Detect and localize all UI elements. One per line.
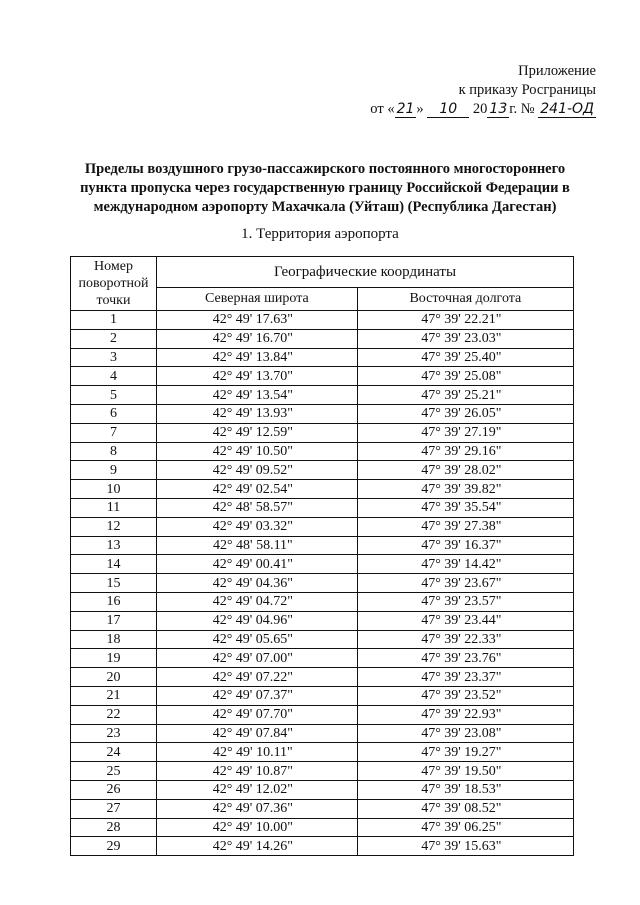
point-number-cell: 7 — [71, 423, 157, 442]
latitude-cell: 42° 49' 02.54" — [157, 480, 358, 499]
point-number-cell: 18 — [71, 630, 157, 649]
point-number-cell: 24 — [71, 743, 157, 762]
longitude-cell: 47° 39' 25.40" — [357, 348, 573, 367]
date-mid: » — [416, 101, 424, 117]
latitude-cell: 42° 49' 07.22" — [157, 668, 358, 687]
table-row — [71, 592, 574, 611]
point-number-cell: 1 — [71, 311, 157, 330]
point-number-cell: 23 — [71, 724, 157, 743]
latitude-cell: 42° 48' 58.11" — [157, 536, 358, 555]
point-number-cell: 10 — [71, 480, 157, 499]
table-row — [71, 799, 574, 818]
table-row — [71, 611, 574, 630]
latitude-cell: 42° 49' 12.59" — [157, 423, 358, 442]
longitude-cell: 47° 39' 23.03" — [357, 329, 573, 348]
point-number-cell: 11 — [71, 498, 157, 517]
table-row — [71, 367, 574, 386]
longitude-cell: 47° 39' 39.82" — [357, 480, 573, 499]
point-number-cell: 6 — [71, 404, 157, 423]
table-row — [71, 762, 574, 781]
latitude-cell: 42° 49' 10.11" — [157, 743, 358, 762]
longitude-cell: 47° 39' 06.25" — [357, 818, 573, 837]
table-row — [71, 442, 574, 461]
latitude-cell: 42° 49' 07.00" — [157, 649, 358, 668]
point-number-cell: 14 — [71, 555, 157, 574]
point-number-cell: 2 — [71, 329, 157, 348]
longitude-cell: 47° 39' 26.05" — [357, 404, 573, 423]
longitude-cell: 47° 39' 15.63" — [357, 837, 573, 856]
longitude-cell: 47° 39' 25.08" — [357, 367, 573, 386]
table-row — [71, 743, 574, 762]
latitude-cell: 42° 49' 04.96" — [157, 611, 358, 630]
point-number-cell: 21 — [71, 686, 157, 705]
point-number-cell: 29 — [71, 837, 157, 856]
latitude-cell: 42° 49' 13.84" — [157, 348, 358, 367]
latitude-cell: 42° 49' 17.63" — [157, 311, 358, 330]
longitude-cell: 47° 39' 23.57" — [357, 592, 573, 611]
point-number-cell: 28 — [71, 818, 157, 837]
table-body — [71, 311, 574, 856]
point-number-cell: 19 — [71, 649, 157, 668]
point-number-cell: 3 — [71, 348, 157, 367]
longitude-cell: 47° 39' 27.19" — [357, 423, 573, 442]
table-row — [71, 574, 574, 593]
latitude-cell: 42° 49' 16.70" — [157, 329, 358, 348]
appendix-order-ref: к приказу Росграницы — [458, 82, 596, 98]
date-month: 10 — [427, 102, 469, 118]
point-number-cell: 5 — [71, 386, 157, 405]
longitude-cell: 47° 39' 23.44" — [357, 611, 573, 630]
latitude-cell: 42° 49' 10.87" — [157, 762, 358, 781]
point-number-cell: 17 — [71, 611, 157, 630]
longitude-cell: 47° 39' 19.27" — [357, 743, 573, 762]
header-geo-coordinates: Географические координаты — [157, 257, 574, 288]
longitude-cell: 47° 39' 22.93" — [357, 705, 573, 724]
point-number-cell: 15 — [71, 574, 157, 593]
latitude-cell: 42° 49' 04.72" — [157, 592, 358, 611]
table-row — [71, 423, 574, 442]
table-row — [71, 348, 574, 367]
table-row — [71, 837, 574, 856]
date-year-suffix: 13 — [489, 101, 508, 117]
latitude-cell: 42° 49' 14.26" — [157, 837, 358, 856]
longitude-cell: 47° 39' 23.76" — [357, 649, 573, 668]
latitude-cell: 42° 49' 13.54" — [157, 386, 358, 405]
point-number-cell: 26 — [71, 780, 157, 799]
latitude-cell: 42° 49' 04.36" — [157, 574, 358, 593]
point-number-cell: 20 — [71, 668, 157, 687]
table-row — [71, 649, 574, 668]
date-day: 21 — [396, 101, 415, 117]
header-latitude: Северная широта — [157, 288, 358, 311]
longitude-cell: 47° 39' 18.53" — [357, 780, 573, 799]
point-number-cell: 27 — [71, 799, 157, 818]
point-number-cell: 12 — [71, 517, 157, 536]
table-row — [71, 780, 574, 799]
longitude-cell: 47° 39' 23.08" — [357, 724, 573, 743]
table-row — [71, 536, 574, 555]
table-row — [71, 311, 574, 330]
latitude-cell: 42° 49' 07.37" — [157, 686, 358, 705]
longitude-cell: 47° 39' 22.21" — [357, 311, 573, 330]
table-row — [71, 480, 574, 499]
point-number-cell: 4 — [71, 367, 157, 386]
longitude-cell: 47° 39' 23.37" — [357, 668, 573, 687]
longitude-cell: 47° 39' 35.54" — [357, 498, 573, 517]
latitude-cell: 42° 48' 58.57" — [157, 498, 358, 517]
point-number-cell: 13 — [71, 536, 157, 555]
latitude-cell: 42° 49' 07.36" — [157, 799, 358, 818]
table-row — [71, 686, 574, 705]
date-year-prefix: 20 — [472, 101, 488, 117]
longitude-cell: 47° 39' 29.16" — [357, 442, 573, 461]
point-number-cell: 25 — [71, 762, 157, 781]
table-row — [71, 404, 574, 423]
table-row — [71, 461, 574, 480]
table-row — [71, 818, 574, 837]
table-row — [71, 724, 574, 743]
table-row — [71, 329, 574, 348]
order-number: 241-ОД — [540, 101, 594, 117]
document-title: Пределы воздушного грузо-пассажирского постоянного многостороннего пункта пропуска через государственную границу Российской Федерации в международном аэропорту Махачкала (Уйташ) (Республика Дагестан) — [80, 161, 570, 215]
latitude-cell: 42° 49' 00.41" — [157, 555, 358, 574]
longitude-cell: 47° 39' 28.02" — [357, 461, 573, 480]
table-row — [71, 498, 574, 517]
longitude-cell: 47° 39' 25.21" — [357, 386, 573, 405]
longitude-cell: 47° 39' 23.67" — [357, 574, 573, 593]
latitude-cell: 42° 49' 13.70" — [157, 367, 358, 386]
table-row — [71, 386, 574, 405]
table-row — [71, 630, 574, 649]
coordinates-table — [70, 256, 574, 856]
latitude-cell: 42° 49' 05.65" — [157, 630, 358, 649]
table-row — [71, 668, 574, 687]
header-point-number: Номер поворотной точки — [71, 257, 157, 311]
latitude-cell: 42° 49' 12.02" — [157, 780, 358, 799]
table-row — [71, 705, 574, 724]
latitude-cell: 42° 49' 13.93" — [157, 404, 358, 423]
section-title: 1. Территория аэропорта — [241, 226, 399, 242]
latitude-cell: 42° 49' 07.70" — [157, 705, 358, 724]
point-number-cell: 16 — [71, 592, 157, 611]
longitude-cell: 47° 39' 16.37" — [357, 536, 573, 555]
point-number-cell: 22 — [71, 705, 157, 724]
longitude-cell: 47° 39' 22.33" — [357, 630, 573, 649]
appendix-label: Приложение — [518, 63, 596, 79]
appendix-block — [370, 62, 596, 119]
latitude-cell: 42° 49' 09.52" — [157, 461, 358, 480]
table-row — [71, 517, 574, 536]
latitude-cell: 42° 49' 10.50" — [157, 442, 358, 461]
appendix-date-line — [370, 100, 596, 119]
longitude-cell: 47° 39' 14.42" — [357, 555, 573, 574]
table-row — [71, 555, 574, 574]
longitude-cell: 47° 39' 27.38" — [357, 517, 573, 536]
longitude-cell: 47° 39' 19.50" — [357, 762, 573, 781]
point-number-cell: 9 — [71, 461, 157, 480]
order-number-prefix: г. № — [509, 101, 535, 117]
point-number-cell: 8 — [71, 442, 157, 461]
longitude-cell: 47° 39' 08.52" — [357, 799, 573, 818]
date-prefix: от « — [370, 101, 395, 117]
longitude-cell: 47° 39' 23.52" — [357, 686, 573, 705]
header-longitude: Восточная долгота — [357, 288, 573, 311]
latitude-cell: 42° 49' 10.00" — [157, 818, 358, 837]
latitude-cell: 42° 49' 03.32" — [157, 517, 358, 536]
latitude-cell: 42° 49' 07.84" — [157, 724, 358, 743]
